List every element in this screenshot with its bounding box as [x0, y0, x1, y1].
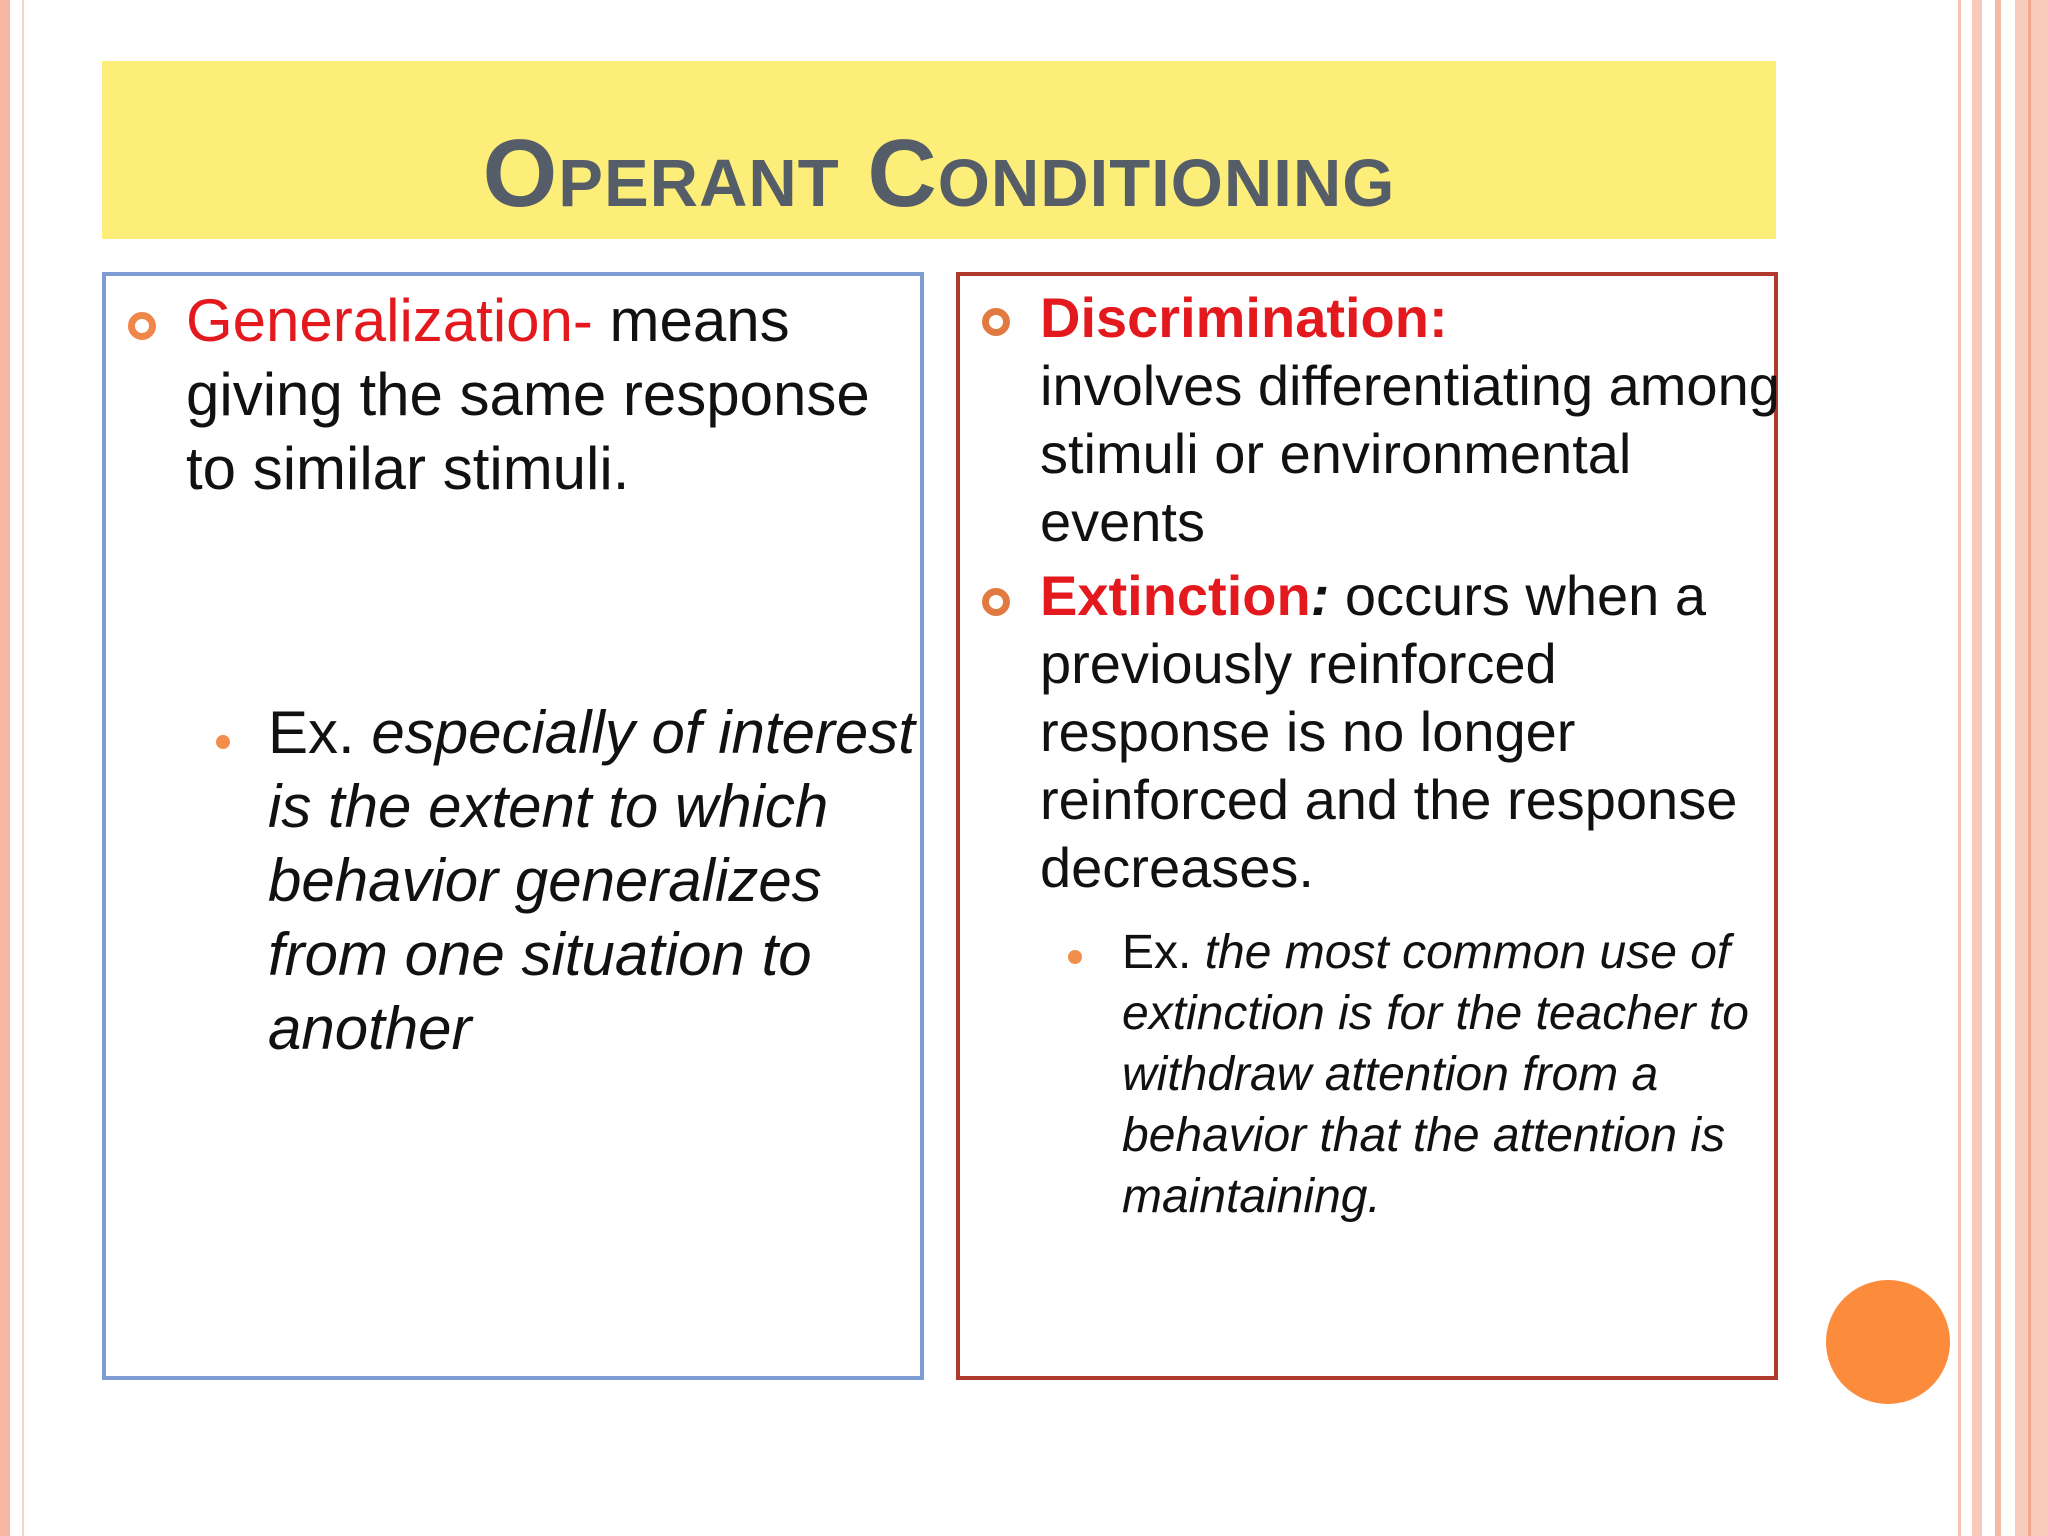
hollow-ring-icon: [128, 312, 156, 340]
extinction-colon: :: [1310, 564, 1330, 627]
generalization-example-text: especially of interest is the extent to which behavior generalizes from one situation to another: [268, 699, 915, 1062]
discrimination-bullet: [1040, 284, 1780, 556]
right-edge-stripe-1: [1958, 0, 1961, 1536]
discrimination-extinction-box: [956, 272, 1778, 1380]
extinction-definition: occurs when a previously reinforced response is no longer reinforced and the response decreases.: [1040, 564, 1738, 899]
hollow-ring-icon: [982, 588, 1010, 616]
left-edge-stripe: [0, 0, 10, 1536]
filled-dot-icon: [1068, 950, 1082, 964]
generalization-bullet: [186, 284, 906, 506]
title-band: [102, 61, 1776, 239]
extinction-example: [1122, 922, 1770, 1227]
filled-dot-icon: [216, 735, 230, 749]
extinction-example-text: the most common use of extinction is for the teacher to withdraw attention from a behavior that the attention is maintaining.: [1122, 926, 1749, 1223]
generalization-definition: means giving the same response to similar stimuli.: [186, 287, 870, 502]
right-edge-stripe-2: [1972, 0, 1982, 1536]
slide-title: Operant Conditioning: [482, 120, 1396, 227]
example-prefix: Ex.: [268, 699, 372, 766]
right-edge-stripe-4: [2015, 0, 2048, 1536]
generalization-term: Generalization-: [186, 287, 593, 354]
discrimination-definition: involves differentiating among stimuli or environmental events: [1040, 354, 1780, 553]
orange-circle-marker: [1826, 1280, 1950, 1404]
discrimination-term: Discrimination:: [1040, 286, 1448, 349]
left-edge-thin-stripe: [22, 0, 24, 1536]
right-edge-stripe-5: [2028, 0, 2031, 1536]
generalization-box: [102, 272, 924, 1380]
generalization-example: [268, 696, 928, 1066]
hollow-ring-icon: [982, 308, 1010, 336]
extinction-bullet: [1040, 562, 1780, 902]
right-edge-stripe-3: [1995, 0, 2001, 1536]
extinction-term: Extinction: [1040, 564, 1311, 627]
example-prefix: Ex.: [1122, 926, 1205, 979]
